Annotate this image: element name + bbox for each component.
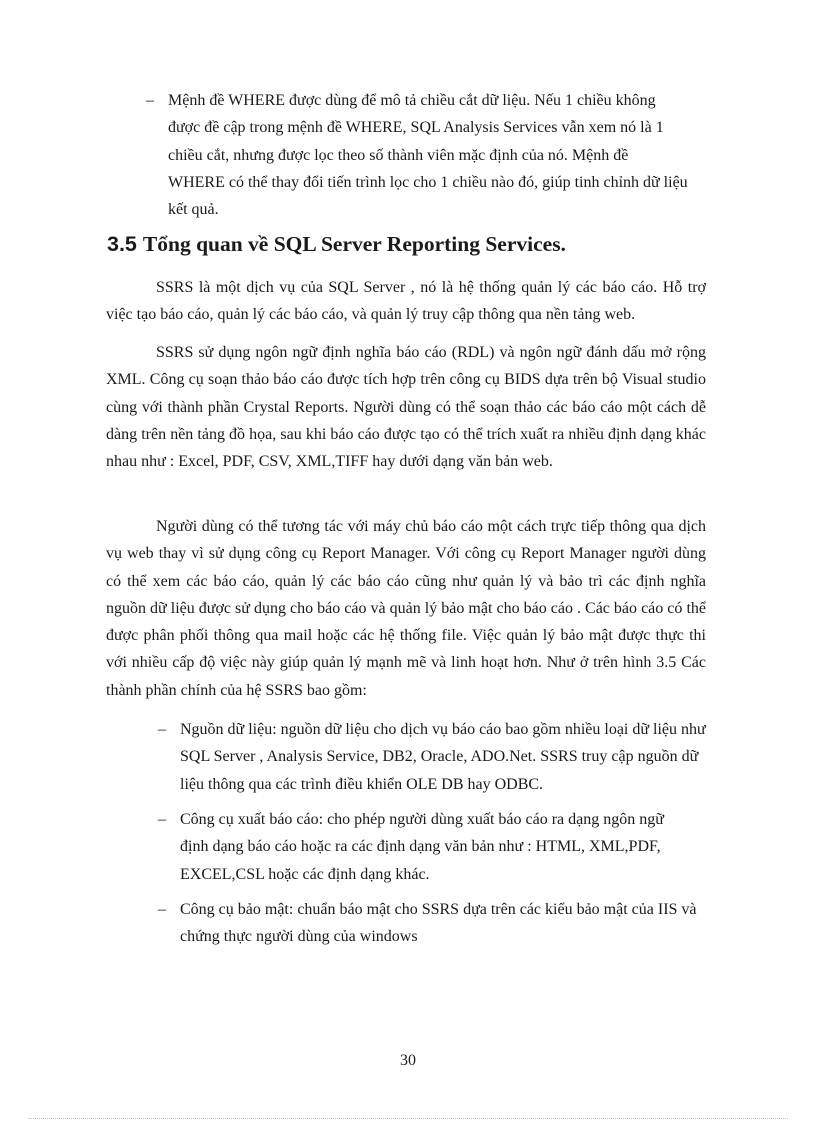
page-number: 30 [400,1052,416,1069]
bullet-dash: – [158,721,166,738]
paragraph-ssrs-rdl: SSRS sử dụng ngôn ngữ định nghĩa báo cáo (RDL) và ngôn ngữ đánh dấu mở rộng XML. Công cụ soạn thảo báo cáo được tích hợp trên công cụ BIDS dựa trên bộ Visual studio cùng với thành phần Crystal Reports. Người dùng có thể soạn thảo các báo cáo một cách dễ dàng trên nền tảng đồ họa, sau khi báo cáo được tạo có thể trích xuất ra nhiều định dạng khác nhau như : Excel, PDF, CSV, XML,TIFF hay dưới dạng văn bản web. [106,344,706,471]
paragraph-ssrs-intro: SSRS là một dịch vụ của SQL Server , nó là hệ thống quản lý các báo cáo. Hỗ trợ việc tạo báo cáo, quản lý các báo cáo, và quản lý truy cập thông qua nền tảng web. [106,279,706,324]
bullet-dash: – [146,92,154,109]
bullet-dash: – [158,901,166,918]
bullet-text: Công cụ bảo mật: chuẩn báo mật cho SSRS dựa trên các kiểu bảo mật của IIS và chứng thực người dùng của windows [180,901,697,946]
section-number: 3.5 [107,232,137,256]
bullet-text: Nguồn dữ liệu: nguồn dữ liệu cho dịch vụ báo cáo bao gồm nhiều loại dữ liệu như SQL Server , Analysis Service, DB2, Oracle, ADO.Net. SSRS truy cập nguồn dữ liệu thông qua các trình điều khiển OLE DB hay ODBC. [180,721,706,793]
section-title: Tổng quan về SQL Server Reporting Services. [142,232,566,256]
page-bottom-divider [28,1118,788,1119]
bullet-text: Công cụ xuất báo cáo: cho phép người dùng xuất báo cáo ra dạng ngôn ngữ định dạng báo cáo hoặc ra các định dạng văn bản như : HTML, XML,PDF, EXCEL,CSL hoặc các định dạng khác. [180,811,664,883]
bullet-text: Mệnh đề WHERE được dùng để mô tả chiều cắt dữ liệu. Nếu 1 chiều không được đề cập trong mệnh đề WHERE, SQL Analysis Services vẫn xem nó là 1 chiều cắt, nhưng được lọc theo số thành viên mặc định của nó. Mệnh đề WHERE có thể thay đổi tiến trình lọc cho 1 chiều nào đó, giúp tinh chỉnh dữ liệu kết quả. [168,92,688,219]
paragraph-ssrs-web-service: Người dùng có thể tương tác với máy chủ báo cáo một cách trực tiếp thông qua dịch vụ web thay vì sử dụng công cụ Report Manager. Với công cụ Report Manager người dùng có thể xem các báo cáo, quản lý các báo cáo cũng như quản lý và bảo trì các định nghĩa nguồn dữ liệu được sử dụng cho báo cáo và quản lý bảo mật cho báo cáo . Các báo cáo có thể được phân phối thông qua mail hoặc các hệ thống file. Việc quản lý bảo mật được thực thi với nhiều cấp độ việc này giúp quản lý mạnh mẽ và linh hoạt hơn. Như ở trên hình 3.5 Các thành phần chính của hệ SSRS bao gồm: [106,518,706,699]
bullet-dash: – [158,811,166,828]
section-heading [107,232,566,257]
